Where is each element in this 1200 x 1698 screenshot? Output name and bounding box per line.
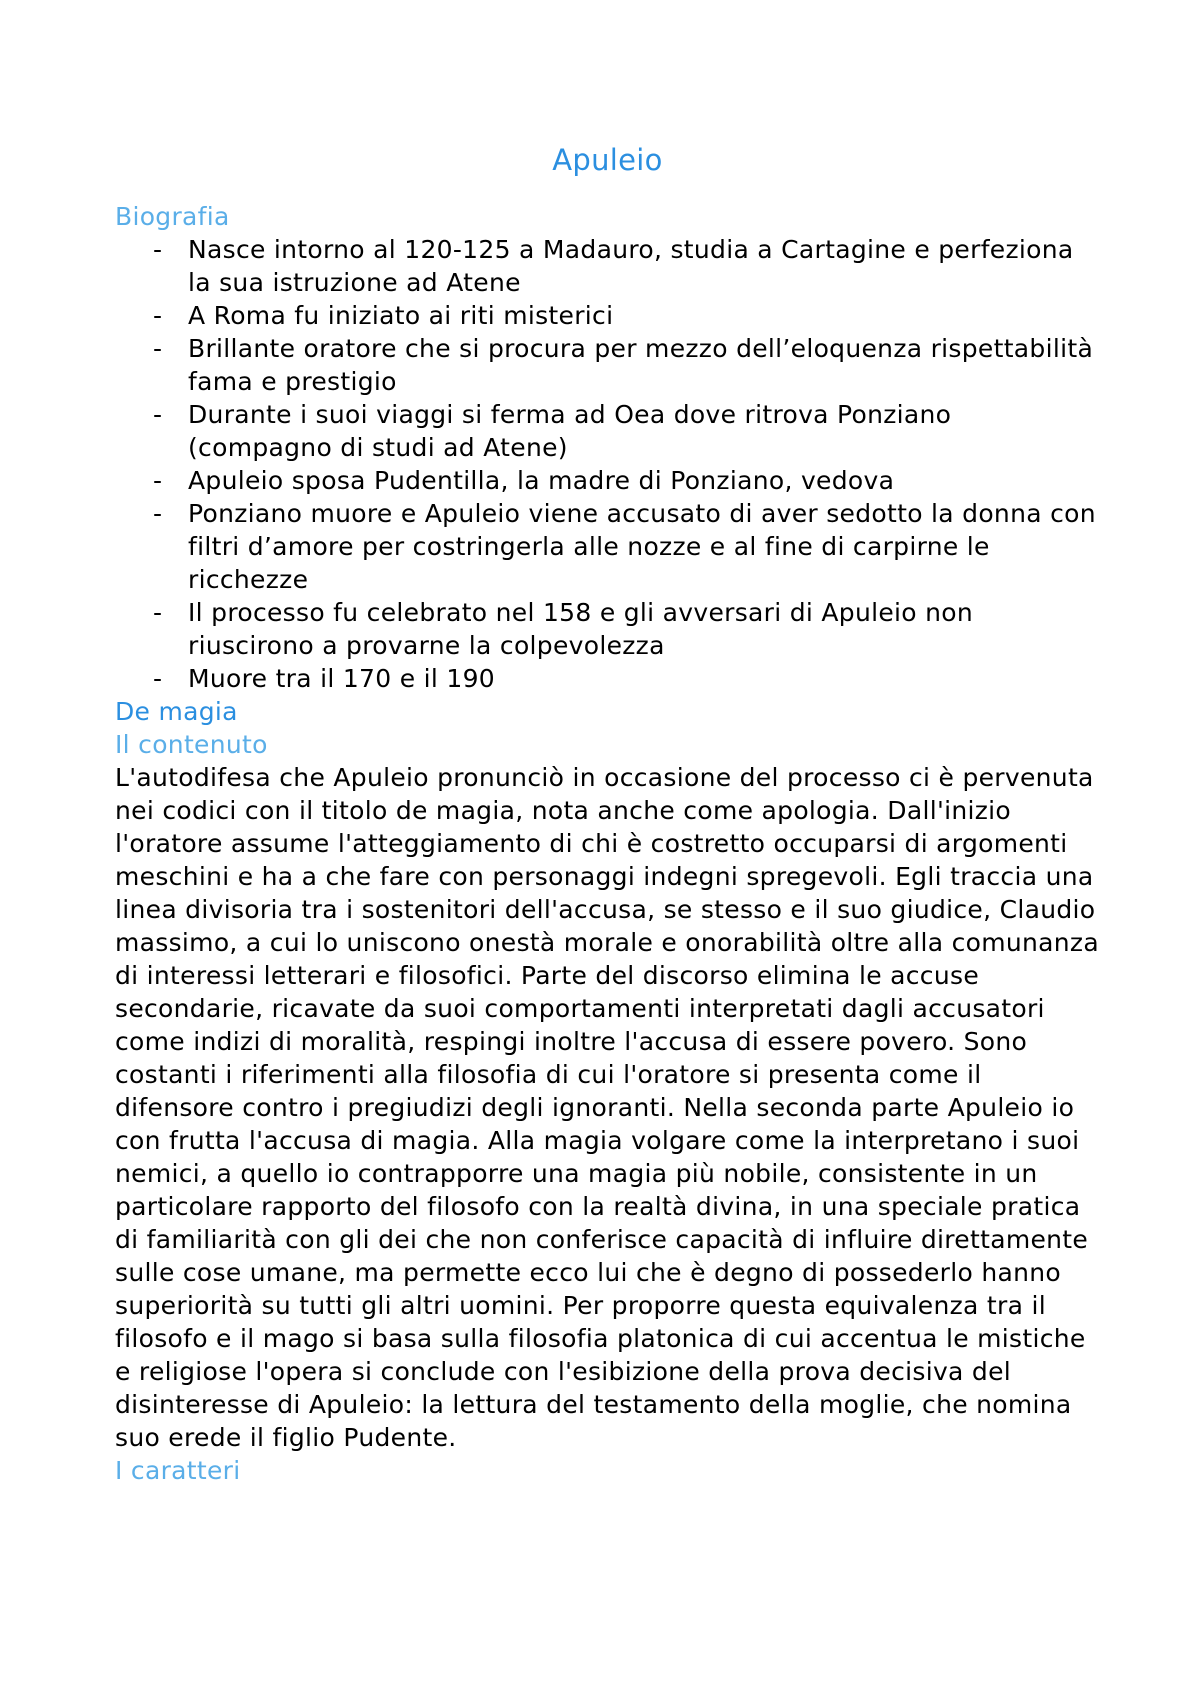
list-item-text: Muore tra il 170 e il 190 xyxy=(188,664,495,693)
list-item xyxy=(115,233,1100,299)
list-item-text: Apuleio sposa Pudentilla, la madre di Ponziano, vedova xyxy=(188,466,895,495)
bullet-dash: - xyxy=(153,400,163,429)
list-item xyxy=(115,398,1100,464)
list-item-text: Brillante oratore che si procura per mezzo dell’eloquenza rispettabilità fama e prestigio xyxy=(188,334,1094,396)
list-item-text: Ponziano muore e Apuleio viene accusato di aver sedotto la donna con filtri d’amore per costringerla alle nozze e al fine di carpirne le ricchezze xyxy=(188,499,1096,594)
list-item-text: Nasce intorno al 120-125 a Madauro, studia a Cartagine e perfeziona la sua istruzione ad Atene xyxy=(188,235,1074,297)
page-title: Apuleio xyxy=(552,143,663,177)
list-item xyxy=(115,662,1100,695)
bullet-dash: - xyxy=(153,466,163,495)
bullet-dash: - xyxy=(153,235,163,264)
bullet-dash: - xyxy=(153,664,163,693)
bullet-dash: - xyxy=(153,301,163,330)
bullet-dash: - xyxy=(153,598,163,627)
list-item xyxy=(115,332,1100,398)
list-item xyxy=(115,497,1100,596)
subsection-heading-contenuto: Il contenuto xyxy=(115,730,268,759)
list-item xyxy=(115,464,1100,497)
bullet-dash: - xyxy=(153,499,163,528)
biografia-list xyxy=(115,233,1100,695)
list-item-text: Il processo fu celebrato nel 158 e gli avversari di Apuleio non riuscirono a provarne la colpevolezza xyxy=(188,598,974,660)
list-item xyxy=(115,596,1100,662)
subsection-heading-caratteri: I caratteri xyxy=(115,1456,241,1485)
list-item-text: Durante i suoi viaggi si ferma ad Oea dove ritrova Ponziano (compagno di studi ad Atene) xyxy=(188,400,952,462)
document-content xyxy=(115,140,1100,1487)
list-item-text: A Roma fu iniziato ai riti misterici xyxy=(188,301,614,330)
section-heading-de-magia: De magia xyxy=(115,697,238,726)
contenuto-paragraph: L'autodifesa che Apuleio pronunciò in occasione del processo ci è pervenuta nei codici con il titolo de magia, nota anche come apologia. Dall'inizio l'oratore assume l'atteggiamento di chi è costretto occuparsi di argomenti meschini e ha a che fare con personaggi indegni spregevoli. Egli traccia una linea divisoria tra i sostenitori dell'accusa, se stesso e il suo giudice, Claudio massimo, a cui lo uniscono onestà morale e onorabilità oltre alla comunanza di interessi letterari e filosofici. Parte del discorso elimina le accuse secondarie, ricavate da suoi comportamenti interpretati dagli accusatori come indizi di moralità, respingi inoltre l'accusa di essere povero. Sono costanti i riferimenti alla filosofia di cui l'oratore si presenta come il difensore contro i pregiudizi degli ignoranti. Nella seconda parte Apuleio io con frutta l'accusa di magia. Alla magia volgare come la interpretano i suoi nemici, a quello io contrapporre una magia più nobile, consistente in un particolare rapporto del filosofo con la realtà divina, in una speciale pratica di familiarità con gli dei che non conferisce capacità di influire direttamente sulle cose umane, ma permette ecco lui che è degno di possederlo hanno superiorità su tutti gli altri uomini. Per proporre questa equivalenza tra il filosofo e il mago si basa sulla filosofia platonica di cui accentua le mistiche e religiose l'opera si conclude con l'esibizione della prova decisiva del disinteresse di Apuleio: la lettura del testamento della moglie, che nomina suo erede il figlio Pudente. xyxy=(115,763,1099,1452)
list-item xyxy=(115,299,1100,332)
section-heading-biografia: Biografia xyxy=(115,202,230,231)
bullet-dash: - xyxy=(153,334,163,363)
